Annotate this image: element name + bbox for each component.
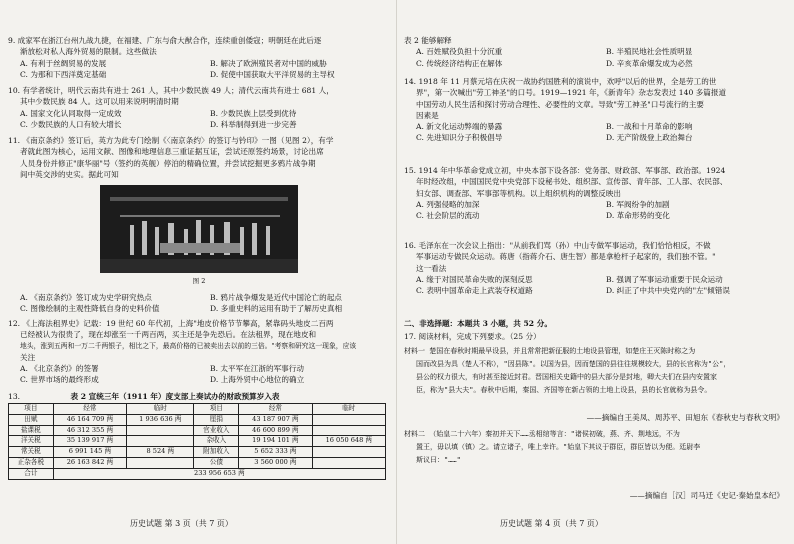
option-c[interactable]: C. 图像绘制的主观性降低自身的史料价值 bbox=[20, 304, 160, 314]
option-c[interactable]: C. 为那和下西洋奠定基础 bbox=[20, 69, 107, 79]
option-d[interactable]: D. 促使中国获取大平洋贸易的主导权 bbox=[210, 69, 335, 79]
question-text-line: 地头，涨到五两和一万二千两银子，相比之下，最高价格的已被卖出去以前的三倍。"考察和研究这一现象，应该 bbox=[20, 341, 357, 350]
question-text-line: 16. 毛泽东在一次会议上指出："从前我们骂（孙）中山专做军事运动，我们恰恰相反，不做 bbox=[404, 241, 711, 250]
table-cell: 常关税 bbox=[9, 447, 54, 458]
option-d[interactable]: D. 科举制得到进一步完善 bbox=[210, 119, 297, 129]
page-gutter bbox=[396, 0, 397, 544]
table-cell: 46 164 709 两 bbox=[53, 414, 126, 425]
figure-2-image bbox=[100, 185, 298, 273]
material-line: 臣，称为"县大夫"。春秋中后期，秦国、齐国等在新占领的土地上设县，县的长官就称为县令。 bbox=[416, 386, 712, 394]
table-cell: 杂收入 bbox=[194, 436, 239, 447]
table-header-row bbox=[9, 404, 386, 415]
option-a[interactable]: A. 百姓赋役负担十分沉重 bbox=[416, 47, 503, 57]
option-a[interactable]: A. 《南京条约》签订成为史学研究热点 bbox=[20, 293, 152, 302]
question-13-continued bbox=[404, 35, 784, 69]
question-text-line: 妇女部、调查部、军事部等机构。以上组织机构的调整反映出 bbox=[416, 188, 622, 198]
question-13-header bbox=[8, 391, 388, 402]
table-cell bbox=[127, 436, 194, 447]
table-cell: 厘捐 bbox=[194, 414, 239, 425]
question-11-options bbox=[8, 292, 388, 315]
option-b[interactable]: B. 一战和十月革命的影响 bbox=[606, 122, 693, 132]
question-text-line: 界"，第一次喊出"劳工神圣"的口号。1919—1921 年，《新青年》杂志发表过 140 多篇报道 bbox=[416, 88, 727, 98]
material-2 bbox=[404, 428, 784, 467]
question-14 bbox=[404, 76, 784, 144]
option-c[interactable]: C. 社会阶层的流动 bbox=[416, 211, 480, 221]
option-a[interactable]: A. 缘于对国民革命失败的深刻反思 bbox=[416, 274, 533, 284]
option-a[interactable]: A. 有利于丝绸贸易的发展 bbox=[20, 58, 107, 68]
table-header-cell: 临时 bbox=[127, 404, 194, 415]
option-c[interactable]: C. 表明中国革命走上武装夺权道路 bbox=[416, 286, 533, 296]
table-row bbox=[9, 457, 386, 468]
right-page bbox=[404, 0, 784, 544]
option-d[interactable]: D. 革命形势的变化 bbox=[606, 211, 670, 221]
question-text-line: 12. 《上海法租界史》记载：19 世纪 60 年代初，上海"地皮价格节节攀高，紧靠码头地皮二百两 bbox=[8, 319, 334, 328]
table-header-cell: 经常 bbox=[239, 404, 312, 415]
option-b[interactable]: B. 强调了军事运动重要于民众运动 bbox=[606, 274, 723, 284]
table-cell bbox=[127, 425, 194, 436]
option-c[interactable]: C. 先进知识分子积极倡导 bbox=[416, 133, 503, 143]
question-text-line: 间中英交涉的史实。据此可知 bbox=[20, 169, 119, 179]
question-text-line: 这一看法 bbox=[416, 263, 447, 273]
table-cell: 盐课税 bbox=[9, 425, 54, 436]
question-text-line: 15. 1914 年中华革命党成立初，中央本部下设各部：党务部、财政部、军事部、政治部。1924 bbox=[404, 166, 726, 175]
option-c[interactable]: C. 传统经济结构正在解体 bbox=[416, 58, 503, 68]
table-cell: 6 991 145 两 bbox=[53, 447, 126, 458]
question-10 bbox=[8, 85, 388, 130]
table-cell: 26 163 842 两 bbox=[53, 457, 126, 468]
question-text-line: 14. 1918 年 11 月蔡元培在庆祝一战协约国胜利的演说中，欢呼"以后的世界，全是劳工的世 bbox=[404, 77, 717, 86]
table-cell: 公债 bbox=[194, 457, 239, 468]
option-a[interactable]: A. 国家文化认同取得一定成效 bbox=[20, 108, 122, 118]
table-cell bbox=[312, 425, 385, 436]
question-text-line: 者就此图为核心，运用文献、图像和地理信息三重证据互证，尝试还原签约场景，讨论出席 bbox=[20, 147, 324, 157]
treaty-signing-illustration bbox=[100, 185, 298, 273]
option-d[interactable]: D. 无产阶级登上政治舞台 bbox=[606, 133, 693, 143]
table-cell: 正杂各税 bbox=[9, 457, 54, 468]
table-cell: 46 312 355 两 bbox=[53, 425, 126, 436]
figure-2-caption: 图 2 bbox=[192, 277, 206, 285]
table-cell bbox=[127, 457, 194, 468]
table-header-cell: 临时 bbox=[312, 404, 385, 415]
table-cell: 19 194 101 两 bbox=[239, 436, 312, 447]
question-9 bbox=[8, 35, 388, 80]
option-b[interactable]: B. 军阀纷争的加剧 bbox=[606, 199, 670, 209]
table-cell bbox=[312, 414, 385, 425]
option-b[interactable]: B. 半殖民地社会性质明显 bbox=[606, 47, 693, 57]
option-c[interactable]: C. 少数民族的人口有较大增长 bbox=[20, 119, 122, 129]
page-footer: 历史试题 第 4 页（共 7 页） bbox=[500, 519, 603, 528]
table-cell: 46 600 899 两 bbox=[239, 425, 312, 436]
question-text-line: 年时经改组，中国国民党中央党部下设秘书处、组织部、宣传部、青年部、工人部、农民部、 bbox=[416, 177, 728, 187]
question-text-line: 已经被认为很贵了，现在却涨至一千两百两，买主还是争先恐后。在法租界，现在地皮和 bbox=[20, 330, 317, 340]
option-a[interactable]: A. 列强侵略的加深 bbox=[416, 199, 480, 209]
material-line: 斯议曰："……" bbox=[416, 456, 461, 464]
question-text-line: 表 2 能够解释 bbox=[404, 36, 452, 45]
table-cell: 5 652 333 两 bbox=[239, 447, 312, 458]
table-header-cell: 经常 bbox=[53, 404, 126, 415]
material-1 bbox=[404, 345, 784, 397]
section-heading: 二、非选择题：本题共 3 小题，共 52 分。 bbox=[404, 319, 552, 328]
table-total-row bbox=[9, 468, 386, 479]
table-cell: 43 187 907 两 bbox=[239, 414, 312, 425]
option-d[interactable]: D. 上海外贸中心地位的确立 bbox=[210, 375, 305, 385]
material-2-source: ——摘编自［汉］司马迁《史记·秦始皇本纪》 bbox=[629, 491, 784, 500]
question-11 bbox=[8, 135, 388, 180]
question-number: 13. bbox=[8, 392, 21, 401]
table-row bbox=[9, 414, 386, 425]
material-1-source: ——摘编自王美凤、周苏平、田旭东《春秋史与春秋文明》 bbox=[586, 413, 784, 422]
table-total-value: 233 956 653 两 bbox=[53, 468, 385, 479]
question-text-line: 渐放松对私人海外贸易的限制。这些做法 bbox=[20, 47, 157, 57]
table-header-cell: 项目 bbox=[194, 404, 239, 415]
option-d[interactable]: D. 纠正了中共中央党内的"左"倾错误 bbox=[606, 286, 730, 296]
question-16 bbox=[404, 240, 784, 296]
table-cell: 官业收入 bbox=[194, 425, 239, 436]
table-cell: 附加收入 bbox=[194, 447, 239, 458]
option-a[interactable]: A. 新文化运动弊端的暴露 bbox=[416, 122, 503, 132]
question-15 bbox=[404, 165, 784, 221]
material-line: 国而改县为具（楚人不称），"因县陈"。以国为县，因而楚国的县往往规模较大，县的长官称为"公"， bbox=[416, 360, 731, 368]
question-text-line: 11. 《南京条约》签订后，英方为此专门绘制《〈南京条约〉的签订与钤印》一图（见图 2），有学 bbox=[8, 136, 334, 145]
table-cell: 田赋 bbox=[9, 414, 54, 425]
table-cell: 洋关税 bbox=[9, 436, 54, 447]
table-cell: 3 560 000 两 bbox=[239, 457, 312, 468]
table-row bbox=[9, 425, 386, 436]
material-line: 置王，毋以填（镇）之。请立诸子，唯上幸许。"始皇下其议于群臣，群臣皆以为便。廷尉李 bbox=[416, 443, 701, 451]
material-line: 材料一 楚国在春秋时期最早设县，并且常常把新征服的土地设县管理，如楚庄王灭陈时称之为 bbox=[404, 347, 696, 355]
table-cell: 16 050 648 两 bbox=[312, 436, 385, 447]
question-text-line: 17. 阅读材料，完成下列要求。（25 分） bbox=[404, 332, 541, 341]
option-b[interactable]: B. 少数民族上层受到优待 bbox=[210, 108, 297, 118]
question-text-line: 9. 成家军在浙江台州九战九捷，在福建、广东与俞大猷合作，连续重创倭寇；明朝廷在此后逐 bbox=[8, 36, 322, 45]
question-12 bbox=[8, 318, 388, 386]
question-17 bbox=[404, 331, 784, 342]
table-cell bbox=[312, 457, 385, 468]
option-b[interactable]: B. 解决了欧洲殖民者对中国的威胁 bbox=[210, 58, 327, 68]
question-text-line: 因素是 bbox=[416, 110, 439, 120]
budget-table bbox=[8, 403, 386, 480]
option-c[interactable]: C. 世界市场的最终形成 bbox=[20, 375, 99, 385]
material-line: 县公的权力很大，有时甚至接近封君。晋国相关史籍中的县大部分是封地，卿大夫们在县内安置家 bbox=[416, 373, 717, 381]
question-text-line: 10. 有学者统计，明代云南共有进士 261 人，其中少数民族 49 人；清代云南共有进士 681 人， bbox=[8, 86, 334, 95]
material-line: 材料二 （始皇二十六年）秦初并天下……丞相绾等言："诸侯初破，燕、齐、荆地远，不为 bbox=[404, 430, 680, 438]
question-text-line: 关注 bbox=[20, 352, 36, 362]
table-cell bbox=[312, 447, 385, 458]
page-footer: 历史试题 第 3 页（共 7 页） bbox=[130, 519, 233, 528]
table-row bbox=[9, 447, 386, 458]
option-d[interactable]: D. 多重史料的运用有助于了解历史真相 bbox=[210, 304, 343, 314]
option-d[interactable]: D. 辛亥革命爆发成为必然 bbox=[606, 58, 693, 68]
option-b[interactable]: B. 鸦片战争爆发是近代中国沦亡的起点 bbox=[210, 293, 342, 302]
table-total-label: 合计 bbox=[9, 468, 54, 479]
table-row bbox=[9, 436, 386, 447]
table-cell: 35 139 917 两 bbox=[53, 436, 126, 447]
question-text-line: 中国劳动人民生活和探讨劳动合理性、必要性的文章。导致"劳工神圣"口号流行的主要 bbox=[416, 99, 704, 109]
question-text-line: 其中少数民族 84 人。这可以用来说明明清时期 bbox=[20, 97, 179, 107]
table-caption: 表 2 宣统三年（1911 年）度支部上奏试办的财政预算岁入表 bbox=[70, 392, 280, 401]
table-cell: 8 524 两 bbox=[127, 447, 194, 458]
left-page bbox=[8, 0, 388, 544]
table-cell: 1 936 636 两 bbox=[127, 414, 194, 425]
question-text-line: 军事运动专做民众运动。蒋唐（指蒋介石、唐生智）都是拿枪杆子起家的，我们独不管。" bbox=[416, 252, 716, 262]
table-header-cell: 项目 bbox=[9, 404, 54, 415]
option-b[interactable]: B. 太平军在江浙的军事行动 bbox=[210, 364, 304, 374]
question-text-line: 人员身份并修正"康华丽"号（签约的英舰）停泊的精确位置，并尝试挖掘更多鸦片战争期 bbox=[20, 158, 316, 168]
option-a[interactable]: A. 《北京条约》的签署 bbox=[20, 364, 99, 374]
